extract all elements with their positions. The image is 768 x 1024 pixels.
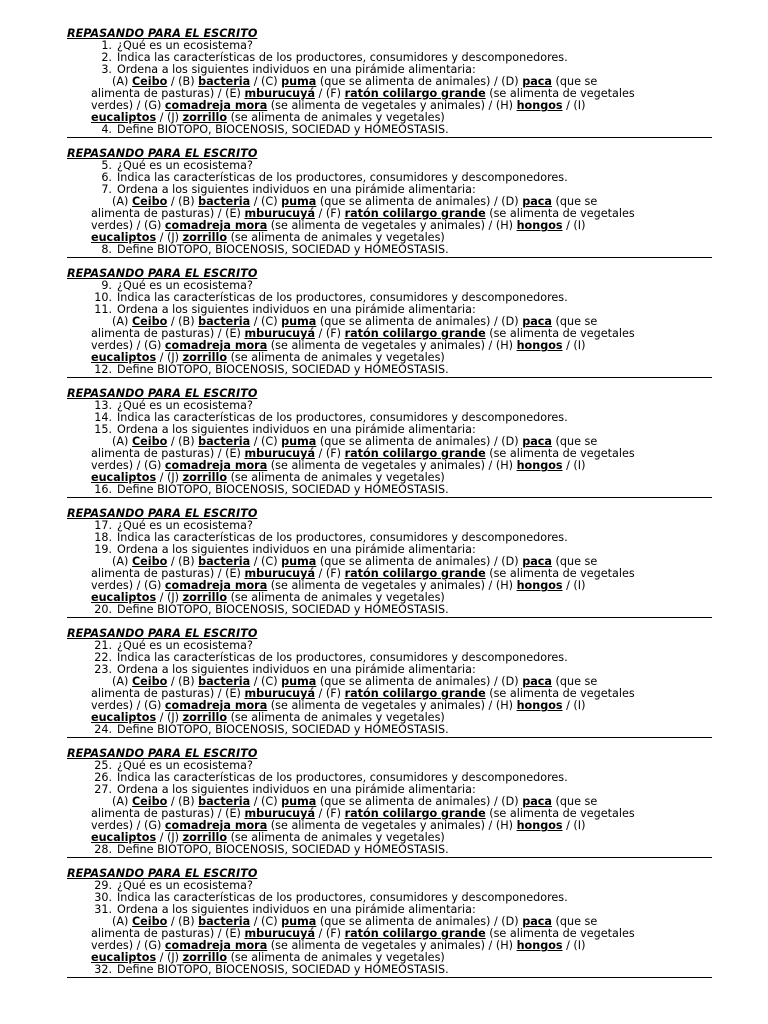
option-term: mburucuyá bbox=[244, 927, 315, 940]
question-text: ¿Qué es un ecosistema? bbox=[117, 639, 253, 652]
option-text: / (J) bbox=[156, 351, 183, 364]
option-text: (que se alimenta de animales) / (D) bbox=[316, 435, 523, 448]
block-title: REPASANDO PARA EL ESCRITO bbox=[67, 867, 258, 880]
option-text: / (J) bbox=[156, 831, 183, 844]
option-term: zorrillo bbox=[182, 711, 228, 724]
option-term: eucaliptos bbox=[91, 591, 157, 604]
question-text: ¿Qué es un ecosistema? bbox=[117, 159, 253, 172]
option-text: / (I) bbox=[562, 219, 586, 232]
question-number: 26. bbox=[94, 771, 112, 784]
option-term: paca bbox=[522, 315, 552, 328]
question-number: 6. bbox=[101, 171, 112, 184]
option-text: (se alimenta de vegetales bbox=[485, 807, 635, 820]
question-text: ¿Qué es un ecosistema? bbox=[117, 279, 253, 292]
option-term: Ceibo bbox=[131, 915, 168, 928]
question-text: Indica las características de los productores, consumidores y descomponedores. bbox=[117, 651, 568, 664]
question-number: 21. bbox=[94, 639, 112, 652]
question-text: Indica las características de los productores, consumidores y descomponedores. bbox=[117, 51, 568, 64]
review-block bbox=[67, 628, 712, 748]
question-number: 27. bbox=[94, 783, 112, 796]
option-term: puma bbox=[281, 795, 317, 808]
option-text: (se alimenta de vegetales y animales) / (H) bbox=[267, 699, 517, 712]
question-text: Ordena a los siguientes individuos en una pirámide alimentaria: bbox=[117, 423, 476, 436]
option-text: verdes) / (G) bbox=[91, 99, 165, 112]
question-4 bbox=[67, 484, 712, 496]
review-block bbox=[67, 388, 712, 508]
option-term: mburucuyá bbox=[244, 567, 315, 580]
question-number: 13. bbox=[94, 399, 112, 412]
question-number: 20. bbox=[94, 603, 112, 616]
question-text: Define BIOTOPO, BIOCENOSIS, SOCIEDAD y HOMEOSTASIS. bbox=[117, 843, 449, 856]
option-text: (se alimenta de animales y vegetales) bbox=[227, 351, 445, 364]
option-text: alimenta de pasturas) / (E) bbox=[91, 207, 245, 220]
question-text: Ordena a los siguientes individuos en una pirámide alimentaria: bbox=[117, 543, 476, 556]
option-text: (se alimenta de vegetales y animales) / (H) bbox=[267, 219, 517, 232]
question-text: Indica las características de los productores, consumidores y descomponedores. bbox=[117, 171, 568, 184]
option-text: / (J) bbox=[156, 591, 183, 604]
option-text: (se alimenta de vegetales bbox=[485, 87, 635, 100]
option-text: / (F) bbox=[315, 327, 345, 340]
question-number: 4. bbox=[101, 123, 112, 136]
option-term: zorrillo bbox=[182, 231, 228, 244]
option-term: eucaliptos bbox=[91, 831, 157, 844]
option-term: bacteria bbox=[198, 435, 251, 448]
option-text: / (C) bbox=[250, 195, 282, 208]
question-number: 7. bbox=[101, 183, 112, 196]
review-block bbox=[67, 508, 712, 628]
block-title: REPASANDO PARA EL ESCRITO bbox=[67, 387, 258, 400]
option-text: verdes) / (G) bbox=[91, 819, 165, 832]
option-text: / (B) bbox=[167, 435, 199, 448]
review-block bbox=[67, 268, 712, 388]
question-number: 32. bbox=[94, 963, 112, 976]
option-text: alimenta de pasturas) / (E) bbox=[91, 447, 245, 460]
option-term: mburucuyá bbox=[244, 447, 315, 460]
question-4 bbox=[67, 244, 712, 256]
option-term: zorrillo bbox=[182, 351, 228, 364]
option-text: (que se alimenta de animales) / (D) bbox=[316, 915, 523, 928]
option-term: ratón colilargo grande bbox=[344, 927, 486, 940]
question-text: Define BIOTOPO, BIOCENOSIS, SOCIEDAD y HOMEOSTASIS. bbox=[117, 123, 449, 136]
option-term: puma bbox=[281, 75, 317, 88]
option-text: (A) bbox=[112, 75, 132, 88]
option-text: (que se bbox=[551, 555, 598, 568]
option-text: verdes) / (G) bbox=[91, 219, 165, 232]
option-text: (se alimenta de vegetales y animales) / (H) bbox=[267, 579, 517, 592]
option-term: paca bbox=[522, 795, 552, 808]
option-text: / (I) bbox=[562, 459, 586, 472]
option-term: ratón colilargo grande bbox=[344, 207, 486, 220]
question-text: Ordena a los siguientes individuos en una pirámide alimentaria: bbox=[117, 63, 476, 76]
question-number: 19. bbox=[94, 543, 112, 556]
option-term: paca bbox=[522, 555, 552, 568]
question-text: Ordena a los siguientes individuos en una pirámide alimentaria: bbox=[117, 183, 476, 196]
option-text: (que se bbox=[551, 315, 598, 328]
option-text: / (C) bbox=[250, 435, 282, 448]
divider bbox=[67, 257, 712, 258]
option-text: / (I) bbox=[562, 579, 586, 592]
block-title: REPASANDO PARA EL ESCRITO bbox=[67, 627, 258, 640]
option-term: puma bbox=[281, 195, 317, 208]
option-term: mburucuyá bbox=[244, 207, 315, 220]
option-text: / (J) bbox=[156, 111, 183, 124]
question-number: 12. bbox=[94, 363, 112, 376]
option-text: verdes) / (G) bbox=[91, 579, 165, 592]
option-text: alimenta de pasturas) / (E) bbox=[91, 87, 245, 100]
option-text: (que se bbox=[551, 675, 598, 688]
option-text: / (F) bbox=[315, 927, 345, 940]
option-text: alimenta de pasturas) / (E) bbox=[91, 327, 245, 340]
question-text: Indica las características de los productores, consumidores y descomponedores. bbox=[117, 891, 568, 904]
option-text: / (J) bbox=[156, 471, 183, 484]
option-text: / (F) bbox=[315, 207, 345, 220]
question-text: Define BIOTOPO, BIOCENOSIS, SOCIEDAD y HOMEOSTASIS. bbox=[117, 483, 449, 496]
question-text: ¿Qué es un ecosistema? bbox=[117, 39, 253, 52]
option-text: / (J) bbox=[156, 951, 183, 964]
block-title: REPASANDO PARA EL ESCRITO bbox=[67, 747, 258, 760]
option-term: paca bbox=[522, 915, 552, 928]
question-number: 24. bbox=[94, 723, 112, 736]
question-4 bbox=[67, 124, 712, 136]
option-term: hongos bbox=[516, 219, 563, 232]
question-text: Indica las características de los productores, consumidores y descomponedores. bbox=[117, 291, 568, 304]
option-text: (A) bbox=[112, 435, 132, 448]
option-text: (se alimenta de vegetales y animales) / (H) bbox=[267, 339, 517, 352]
option-text: / (J) bbox=[156, 711, 183, 724]
option-text: (que se alimenta de animales) / (D) bbox=[316, 195, 523, 208]
option-text: (A) bbox=[112, 315, 132, 328]
option-term: ratón colilargo grande bbox=[344, 687, 486, 700]
question-number: 10. bbox=[94, 291, 112, 304]
option-term: hongos bbox=[516, 939, 563, 952]
option-term: ratón colilargo grande bbox=[344, 87, 486, 100]
option-text: / (F) bbox=[315, 687, 345, 700]
option-term: hongos bbox=[516, 699, 563, 712]
option-text: (que se alimenta de animales) / (D) bbox=[316, 555, 523, 568]
option-term: Ceibo bbox=[131, 195, 168, 208]
option-term: ratón colilargo grande bbox=[344, 567, 486, 580]
option-term: hongos bbox=[516, 459, 563, 472]
option-term: bacteria bbox=[198, 315, 251, 328]
option-term: zorrillo bbox=[182, 111, 228, 124]
option-text: / (F) bbox=[315, 447, 345, 460]
option-term: paca bbox=[522, 675, 552, 688]
option-term: Ceibo bbox=[131, 315, 168, 328]
divider bbox=[67, 497, 712, 498]
question-text: Define BIOTOPO, BIOCENOSIS, SOCIEDAD y HOMEOSTASIS. bbox=[117, 963, 449, 976]
option-text: / (B) bbox=[167, 795, 199, 808]
option-text: / (F) bbox=[315, 567, 345, 580]
question-number: 15. bbox=[94, 423, 112, 436]
option-term: bacteria bbox=[198, 75, 251, 88]
option-term: paca bbox=[522, 435, 552, 448]
option-text: / (C) bbox=[250, 915, 282, 928]
option-term: comadreja mora bbox=[164, 339, 268, 352]
option-text: (se alimenta de vegetales bbox=[485, 687, 635, 700]
block-title: REPASANDO PARA EL ESCRITO bbox=[67, 147, 258, 160]
option-term: paca bbox=[522, 75, 552, 88]
question-number: 3. bbox=[101, 63, 112, 76]
question-text: Define BIOTOPO, BIOCENOSIS, SOCIEDAD y HOMEOSTASIS. bbox=[117, 723, 449, 736]
question-text: Ordena a los siguientes individuos en una pirámide alimentaria: bbox=[117, 903, 476, 916]
question-4 bbox=[67, 844, 712, 856]
option-term: eucaliptos bbox=[91, 951, 157, 964]
option-term: ratón colilargo grande bbox=[344, 327, 486, 340]
option-term: Ceibo bbox=[131, 555, 168, 568]
option-term: eucaliptos bbox=[91, 471, 157, 484]
question-number: 8. bbox=[101, 243, 112, 256]
question-text: Define BIOTOPO, BIOCENOSIS, SOCIEDAD y HOMEOSTASIS. bbox=[117, 243, 449, 256]
question-4 bbox=[67, 364, 712, 376]
option-text: (que se bbox=[551, 435, 598, 448]
option-text: (se alimenta de animales y vegetales) bbox=[227, 831, 445, 844]
option-text: (que se alimenta de animales) / (D) bbox=[316, 75, 523, 88]
question-number: 31. bbox=[94, 903, 112, 916]
option-text: (A) bbox=[112, 795, 132, 808]
divider bbox=[67, 377, 712, 378]
option-term: eucaliptos bbox=[91, 351, 157, 364]
block-title: REPASANDO PARA EL ESCRITO bbox=[67, 507, 258, 520]
option-text: / (I) bbox=[562, 99, 586, 112]
option-text: verdes) / (G) bbox=[91, 339, 165, 352]
review-block bbox=[67, 868, 712, 988]
question-text: Define BIOTOPO, BIOCENOSIS, SOCIEDAD y HOMEOSTASIS. bbox=[117, 363, 449, 376]
question-number: 28. bbox=[94, 843, 112, 856]
question-4 bbox=[67, 964, 712, 976]
divider bbox=[67, 977, 712, 978]
option-text: (se alimenta de vegetales y animales) / (H) bbox=[267, 819, 517, 832]
option-term: eucaliptos bbox=[91, 711, 157, 724]
option-text: (se alimenta de animales y vegetales) bbox=[227, 111, 445, 124]
option-term: puma bbox=[281, 315, 317, 328]
option-term: eucaliptos bbox=[91, 111, 157, 124]
option-text: / (F) bbox=[315, 87, 345, 100]
option-term: zorrillo bbox=[182, 951, 228, 964]
option-text: / (C) bbox=[250, 75, 282, 88]
option-text: verdes) / (G) bbox=[91, 459, 165, 472]
option-text: (que se bbox=[551, 195, 598, 208]
question-number: 18. bbox=[94, 531, 112, 544]
option-text: / (C) bbox=[250, 675, 282, 688]
question-4 bbox=[67, 724, 712, 736]
option-text: (se alimenta de animales y vegetales) bbox=[227, 471, 445, 484]
option-text: (se alimenta de vegetales bbox=[485, 927, 635, 940]
option-term: Ceibo bbox=[131, 75, 168, 88]
question-number: 22. bbox=[94, 651, 112, 664]
option-term: bacteria bbox=[198, 675, 251, 688]
option-term: bacteria bbox=[198, 795, 251, 808]
question-number: 25. bbox=[94, 759, 112, 772]
option-text: / (B) bbox=[167, 75, 199, 88]
option-text: alimenta de pasturas) / (E) bbox=[91, 567, 245, 580]
option-text: (que se bbox=[551, 915, 598, 928]
option-term: comadreja mora bbox=[164, 819, 268, 832]
option-term: puma bbox=[281, 555, 317, 568]
question-text: ¿Qué es un ecosistema? bbox=[117, 879, 253, 892]
question-number: 16. bbox=[94, 483, 112, 496]
option-text: (se alimenta de animales y vegetales) bbox=[227, 711, 445, 724]
option-term: mburucuyá bbox=[244, 807, 315, 820]
option-term: Ceibo bbox=[131, 675, 168, 688]
option-term: comadreja mora bbox=[164, 459, 268, 472]
question-number: 2. bbox=[101, 51, 112, 64]
option-text: (que se bbox=[551, 75, 598, 88]
option-term: bacteria bbox=[198, 195, 251, 208]
option-text: (se alimenta de vegetales y animales) / (H) bbox=[267, 459, 517, 472]
option-term: mburucuyá bbox=[244, 327, 315, 340]
divider bbox=[67, 857, 712, 858]
option-text: (A) bbox=[112, 195, 132, 208]
question-number: 11. bbox=[94, 303, 112, 316]
option-text: (que se bbox=[551, 795, 598, 808]
question-text: Ordena a los siguientes individuos en una pirámide alimentaria: bbox=[117, 303, 476, 316]
option-term: comadreja mora bbox=[164, 219, 268, 232]
option-term: hongos bbox=[516, 579, 563, 592]
option-term: puma bbox=[281, 915, 317, 928]
option-text: (se alimenta de vegetales y animales) / (H) bbox=[267, 99, 517, 112]
option-text: (se alimenta de vegetales bbox=[485, 447, 635, 460]
option-term: zorrillo bbox=[182, 471, 228, 484]
question-number: 5. bbox=[101, 159, 112, 172]
option-term: comadreja mora bbox=[164, 99, 268, 112]
option-text: / (C) bbox=[250, 555, 282, 568]
block-title: REPASANDO PARA EL ESCRITO bbox=[67, 267, 258, 280]
review-block bbox=[67, 28, 712, 148]
option-term: mburucuyá bbox=[244, 687, 315, 700]
option-term: mburucuyá bbox=[244, 87, 315, 100]
option-text: / (I) bbox=[562, 699, 586, 712]
option-text: / (I) bbox=[562, 819, 586, 832]
option-text: / (B) bbox=[167, 675, 199, 688]
block-title: REPASANDO PARA EL ESCRITO bbox=[67, 27, 258, 40]
question-number: 23. bbox=[94, 663, 112, 676]
option-term: ratón colilargo grande bbox=[344, 447, 486, 460]
option-text: (que se alimenta de animales) / (D) bbox=[316, 315, 523, 328]
option-text: (que se alimenta de animales) / (D) bbox=[316, 675, 523, 688]
option-term: paca bbox=[522, 195, 552, 208]
question-4 bbox=[67, 604, 712, 616]
option-term: ratón colilargo grande bbox=[344, 807, 486, 820]
option-term: Ceibo bbox=[131, 435, 168, 448]
question-number: 17. bbox=[94, 519, 112, 532]
review-block bbox=[67, 748, 712, 868]
option-text: / (B) bbox=[167, 915, 199, 928]
option-text: / (I) bbox=[562, 939, 586, 952]
option-term: bacteria bbox=[198, 555, 251, 568]
option-term: puma bbox=[281, 675, 317, 688]
divider bbox=[67, 137, 712, 138]
option-term: eucaliptos bbox=[91, 231, 157, 244]
question-text: Indica las características de los productores, consumidores y descomponedores. bbox=[117, 531, 568, 544]
option-text: (se alimenta de vegetales bbox=[485, 207, 635, 220]
option-text: (A) bbox=[112, 555, 132, 568]
question-text: Indica las características de los productores, consumidores y descomponedores. bbox=[117, 411, 568, 424]
worksheet bbox=[67, 28, 712, 988]
question-number: 29. bbox=[94, 879, 112, 892]
option-text: (se alimenta de animales y vegetales) bbox=[227, 231, 445, 244]
option-text: verdes) / (G) bbox=[91, 699, 165, 712]
option-term: puma bbox=[281, 435, 317, 448]
option-text: alimenta de pasturas) / (E) bbox=[91, 807, 245, 820]
option-term: zorrillo bbox=[182, 591, 228, 604]
option-text: verdes) / (G) bbox=[91, 939, 165, 952]
option-term: comadreja mora bbox=[164, 699, 268, 712]
option-term: comadreja mora bbox=[164, 939, 268, 952]
option-term: hongos bbox=[516, 99, 563, 112]
option-text: / (B) bbox=[167, 555, 199, 568]
question-text: Ordena a los siguientes individuos en una pirámide alimentaria: bbox=[117, 663, 476, 676]
option-term: hongos bbox=[516, 819, 563, 832]
option-text: / (C) bbox=[250, 315, 282, 328]
option-text: / (J) bbox=[156, 231, 183, 244]
option-text: / (C) bbox=[250, 795, 282, 808]
option-text: (A) bbox=[112, 675, 132, 688]
option-text: (se alimenta de animales y vegetales) bbox=[227, 591, 445, 604]
option-text: (se alimenta de vegetales bbox=[485, 327, 635, 340]
question-text: ¿Qué es un ecosistema? bbox=[117, 399, 253, 412]
option-text: / (B) bbox=[167, 195, 199, 208]
option-text: alimenta de pasturas) / (E) bbox=[91, 687, 245, 700]
question-text: ¿Qué es un ecosistema? bbox=[117, 759, 253, 772]
question-text: Indica las características de los productores, consumidores y descomponedores. bbox=[117, 771, 568, 784]
question-number: 14. bbox=[94, 411, 112, 424]
option-term: zorrillo bbox=[182, 831, 228, 844]
option-text: / (F) bbox=[315, 807, 345, 820]
question-text: Define BIOTOPO, BIOCENOSIS, SOCIEDAD y HOMEOSTASIS. bbox=[117, 603, 449, 616]
option-text: (A) bbox=[112, 915, 132, 928]
review-block bbox=[67, 148, 712, 268]
option-term: comadreja mora bbox=[164, 579, 268, 592]
option-text: alimenta de pasturas) / (E) bbox=[91, 927, 245, 940]
option-term: bacteria bbox=[198, 915, 251, 928]
option-text: (se alimenta de animales y vegetales) bbox=[227, 951, 445, 964]
option-text: (se alimenta de vegetales bbox=[485, 567, 635, 580]
question-text: Ordena a los siguientes individuos en una pirámide alimentaria: bbox=[117, 783, 476, 796]
question-number: 9. bbox=[101, 279, 112, 292]
option-term: hongos bbox=[516, 339, 563, 352]
option-text: / (I) bbox=[562, 339, 586, 352]
divider bbox=[67, 617, 712, 618]
question-text: ¿Qué es un ecosistema? bbox=[117, 519, 253, 532]
option-text: (se alimenta de vegetales y animales) / (H) bbox=[267, 939, 517, 952]
divider bbox=[67, 737, 712, 738]
option-text: (que se alimenta de animales) / (D) bbox=[316, 795, 523, 808]
question-number: 1. bbox=[101, 39, 112, 52]
option-text: / (B) bbox=[167, 315, 199, 328]
option-term: Ceibo bbox=[131, 795, 168, 808]
question-number: 30. bbox=[94, 891, 112, 904]
